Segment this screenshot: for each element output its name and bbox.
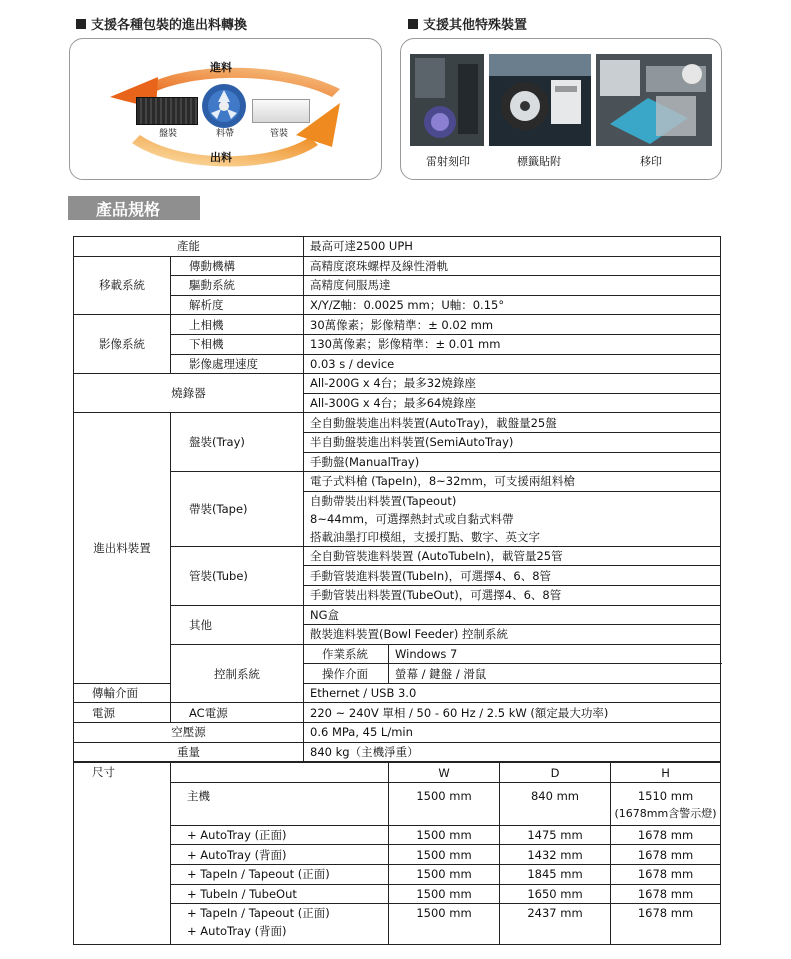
table-row: 尺寸 W D H: [74, 762, 721, 782]
table-row: + AutoTray (背面) 1500 mm 1432 mm 1678 mm: [74, 845, 721, 865]
table-row: 重量 840 kg（主機淨重）: [74, 742, 721, 762]
table-row: + AutoTray (正面) 1500 mm 1475 mm 1678 mm: [74, 825, 721, 845]
table-row: 電源 AC電源 220 ~ 240V 單相 / 50 - 60 Hz / 2.5 kW (額定最大功率): [74, 703, 721, 723]
table-row: 空壓源 0.6 MPa, 45 L/min: [74, 723, 721, 743]
table-row: 移載系統 傳動機構 高精度滾珠螺桿及線性滑軌: [74, 256, 721, 276]
tray-label: 盤裝: [159, 129, 178, 139]
table-row: 散裝進料裝置(Bowl Feeder) 控制系統: [74, 625, 721, 645]
table-row: 自動帶裝出料裝置(Tapeout) 8~44mm，可選擇熱封式或自黏式料帶 搭載油墨打印模組，支援打點、數字、英文字: [74, 491, 721, 546]
table-row: 手動盤(ManualTray): [74, 452, 721, 472]
tube-image: [252, 99, 310, 123]
table-row: 操作介面 螢幕 / 鍵盤 / 滑鼠: [74, 664, 721, 684]
spec-table: [73, 236, 721, 945]
pad-printing-label: 移印: [640, 155, 662, 168]
table-row: 影像系統 上相機 30萬像素；影像精準：± 0.02 mm: [74, 315, 721, 335]
tray-image: [136, 97, 198, 125]
bullet-square-icon: [408, 19, 418, 29]
packaging-panel: [69, 38, 382, 180]
pad-printing-photo: [596, 54, 712, 146]
bullet-square-icon: [76, 19, 86, 29]
table-row: 帶裝(Tape) 電子式料槍 (TapeIn)，8~32mm，可支援兩組料槍: [74, 472, 721, 492]
table-row: 傳輸介面 Ethernet / USB 3.0: [74, 683, 721, 703]
out-label: 出料: [210, 151, 232, 164]
label-attach-label: 標籤貼附: [517, 155, 561, 168]
section-title-special-devices: 支援其他特殊裝置: [408, 14, 527, 33]
table-row: 進出料裝置 盤裝(Tray) 全自動盤裝進出料裝置(AutoTray)，載盤量25盤: [74, 413, 721, 433]
in-label: 進料: [210, 61, 232, 74]
table-row: 手動管裝出料裝置(TubeOut)，可選擇4、6、8管: [74, 585, 721, 605]
table-row: 解析度 X/Y/Z軸：0.0025 mm；U軸：0.15°: [74, 295, 721, 315]
label-attach-photo: [489, 54, 591, 146]
table-row: 燒錄器 All-200G x 4台；最多32燒錄座: [74, 374, 721, 394]
table-row: 其他 NG盒: [74, 605, 721, 625]
tape-label: 料帶: [216, 129, 235, 139]
laser-marking-label: 雷射刻印: [426, 155, 470, 168]
table-row: 控制系統 作業系統 Windows 7: [74, 644, 721, 664]
tube-label: 管裝: [270, 129, 289, 139]
laser-marking-photo: [410, 54, 484, 146]
table-row: 手動管裝進料裝置(TubeIn)，可選擇4、6、8管: [74, 566, 721, 586]
section-title-packaging: 支援各種包裝的進出料轉換: [76, 14, 247, 33]
table-row: 影像處理速度 0.03 s / device: [74, 354, 721, 374]
table-row: 主機 1500 mm 840 mm 1510 mm (1678mm含警示燈): [74, 782, 721, 825]
table-row: 下相機 130萬像素；影像精準：± 0.01 mm: [74, 334, 721, 354]
table-row: 半自動盤裝進出料裝置(SemiAutoTray): [74, 432, 721, 452]
table-row: All-300G x 4台；最多64燒錄座: [74, 393, 721, 413]
table-row: 產能 最高可達2500 UPH: [74, 237, 721, 257]
table-row: 驅動系統 高精度伺服馬達: [74, 276, 721, 296]
table-row: + TapeIn / Tapeout (正面) 1500 mm 1845 mm 1678 mm: [74, 865, 721, 885]
table-row: + TubeIn / TubeOut 1500 mm 1650 mm 1678 mm: [74, 884, 721, 904]
special-devices-panel: [400, 38, 722, 180]
table-row: 管裝(Tube) 全自動管裝進料裝置 (AutoTubeIn)，載管量25管: [74, 546, 721, 566]
table-row: + TapeIn / Tapeout (正面) + AutoTray (背面) 1500 mm 2437 mm 1678 mm: [74, 904, 721, 945]
reel-icon: [201, 83, 247, 129]
spec-header: 產品規格: [68, 196, 200, 220]
